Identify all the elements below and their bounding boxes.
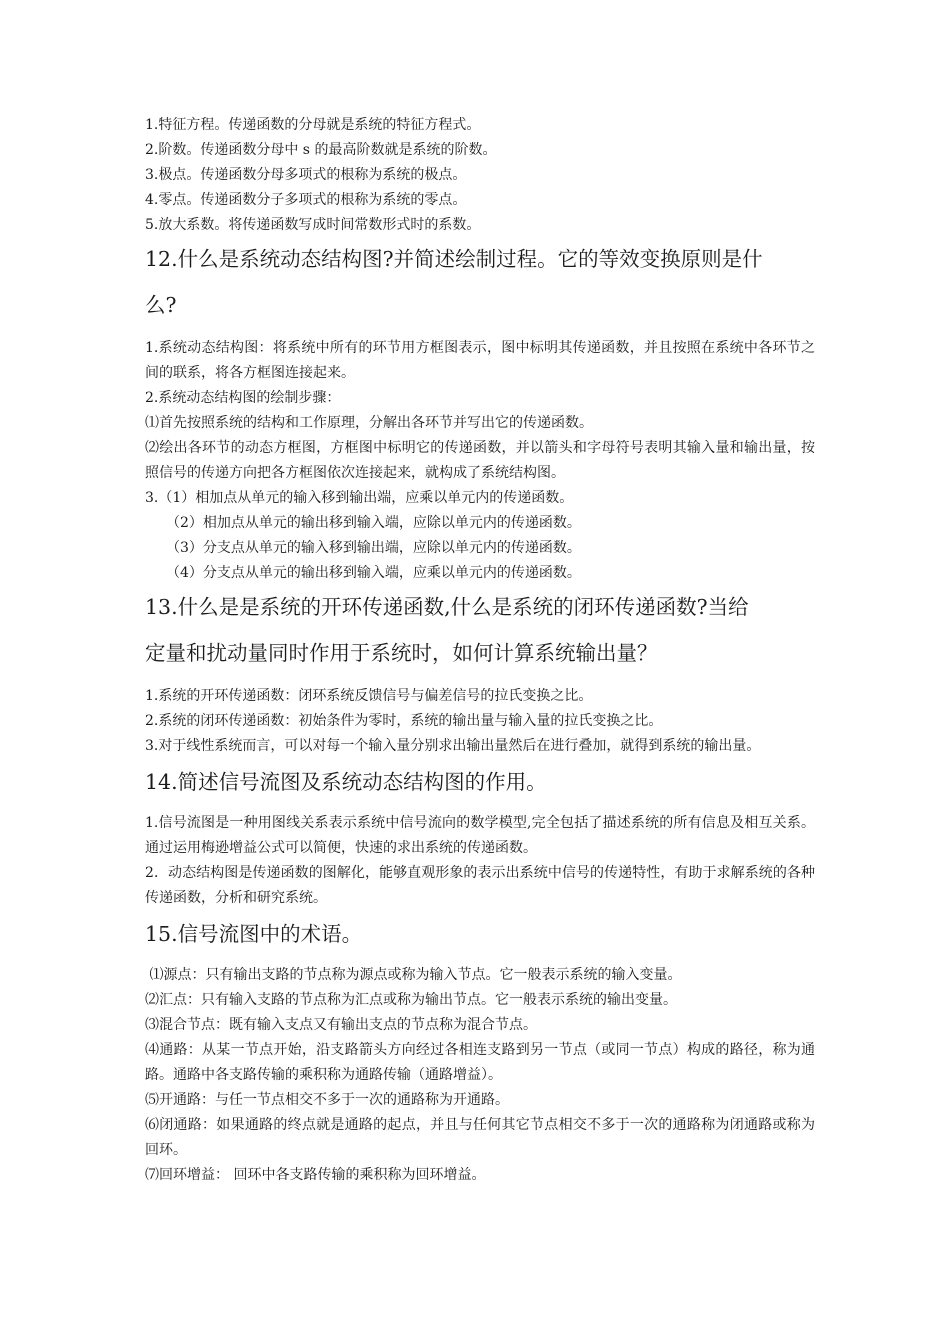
heading-q12-line1: 12.什么是系统动态结构图?并简述绘制过程。它的等效变换原则是什 [145,247,763,271]
section-q14 [145,759,815,911]
paragraph: ⑴首先按照系统的结构和工作原理，分解出各环节并写出它的传递函数。 [145,415,593,431]
paragraph: 2.系统动态结构图的绘制步骤： [145,390,341,406]
list-item: 4.零点。传递函数分子多项式的根称为系统的零点。 [145,192,467,208]
list-item: ⑹闭通路：如果通路的终点就是通路的起点，并且与任何其它节点相交不多于一次的通路称为闭通路或称为回环。 [145,1117,815,1158]
list-item: ⑴源点：只有输出支路的节点称为源点或称为输入节点。它一般表示系统的输入变量。 [145,967,682,983]
list-item: ⑷通路：从某一节点开始，沿支路箭头方向经过各相连支路到另一节点（或同一节点）构成的路径，称为通路。通路中各支路传输的乘积称为通路传输（通路增益）。 [145,1042,815,1083]
heading-q12-line2: 么? [145,293,177,317]
list-item: 3.（1）相加点从单元的输入移到输出端，应乘以单元内的传递函数。 [145,490,574,506]
section-q12 [145,238,815,586]
list-item: （4）分支点从单元的输出移到输入端，应乘以单元内的传递函数。 [166,565,581,581]
paragraph: 1.信号流图是一种用图线关系表示系统中信号流向的数学模型,完全包括了描述系统的所有信息及相互关系。通过运用梅逊增益公式可以简便，快速的求出系统的传递函数。 [145,815,815,856]
list-item: 5.放大系数。将传递函数写成时间常数形式时的系数。 [145,217,481,233]
list-item: ⑸开通路：与任一节点相交不多于一次的通路称为开通路。 [145,1092,509,1108]
paragraph: 2.系统的闭环传递函数：初始条件为零时，系统的输出量与输入量的拉氏变换之比。 [145,713,663,729]
list-item: （2）相加点从单元的输出移到输入端，应除以单元内的传递函数。 [166,515,581,531]
list-item: （3）分支点从单元的输入移到输出端，应除以单元内的传递函数。 [166,540,581,556]
paragraph: 2．动态结构图是传递函数的图解化，能够直观形象的表示出系统中信号的传递特性，有助于求解系统的各种传递函数，分析和研究系统。 [145,865,815,906]
list-item: 3.极点。传递函数分母多项式的根称为系统的极点。 [145,167,467,183]
heading-q13-line1: 13.什么是是系统的开环传递函数,什么是系统的闭环传递函数?当给 [145,595,749,619]
list-item: 2.阶数。传递函数分母中 s 的最高阶数就是系统的阶数。 [145,142,497,158]
list-item: 1.特征方程。传递函数的分母就是系统的特征方程式。 [145,117,481,133]
heading-q15: 15.信号流图中的术语。 [145,922,363,946]
paragraph: 1.系统的开环传递函数：闭环系统反馈信号与偏差信号的拉氏变换之比。 [145,688,593,704]
paragraph: ⑵绘出各环节的动态方框图，方框图中标明它的传递函数，并以箭头和字母符号表明其输入量和输出量，按照信号的传递方向把各方框图依次连接起来，就构成了系统结构图。 [145,440,815,481]
paragraph: 1.系统动态结构图：将系统中所有的环节用方框图表示，图中标明其传递函数，并且按照在系统中各环节之间的联系，将各方框图连接起来。 [145,340,815,381]
heading-q13-line2: 定量和扰动量同时作用于系统时，如何计算系统输出量？ [145,641,658,665]
heading-q14: 14.简述信号流图及系统动态结构图的作用。 [145,770,547,794]
section-q15 [145,911,815,1188]
list-item: ⑺回环增益： 回环中各支路传输的乘积称为回环增益。 [145,1167,486,1183]
document-page [145,113,815,1188]
list-item: ⑵汇点：只有输入支路的节点称为汇点或称为输出节点。它一般表示系统的输出变量。 [145,992,677,1008]
section-block1 [145,113,815,238]
section-q13 [145,586,815,759]
list-item: ⑶混合节点：既有输入支点又有输出支点的节点称为混合节点。 [145,1017,537,1033]
paragraph: 3.对于线性系统而言，可以对每一个输入量分别求出输出量然后在进行叠加，就得到系统的输出量。 [145,738,761,754]
